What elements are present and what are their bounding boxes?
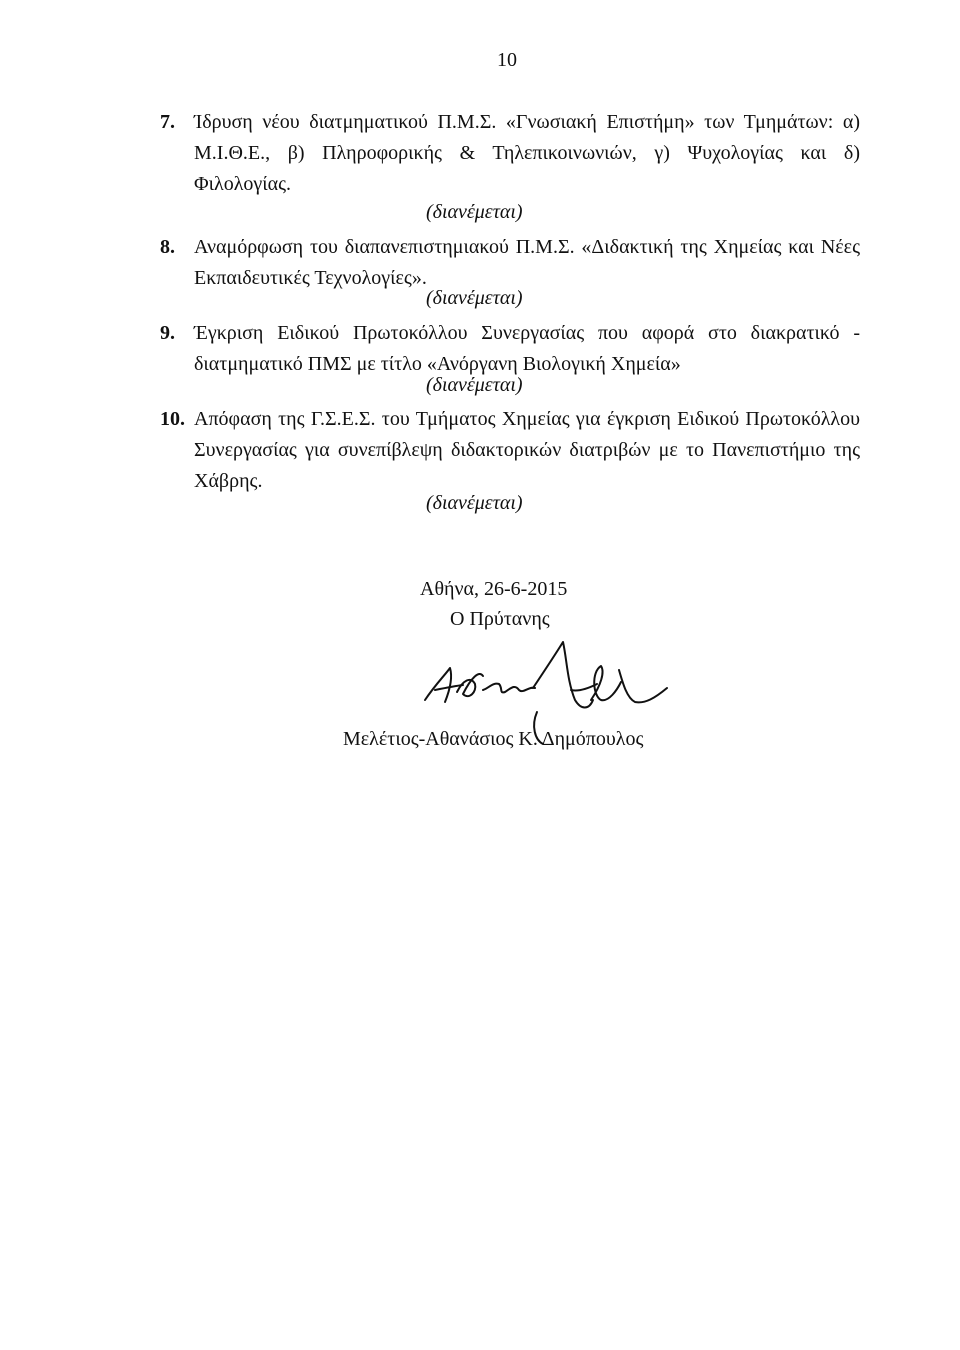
- signatory-title: Ο Πρύτανης: [450, 608, 550, 630]
- item-status: (διανέμεται): [426, 201, 523, 223]
- item-status: (διανέμεται): [426, 287, 523, 309]
- item-status: (διανέμεται): [426, 492, 523, 514]
- page-number: 10: [497, 49, 517, 71]
- item-number: 10.: [160, 408, 185, 430]
- agenda-item-9: [160, 318, 860, 380]
- item-number: 7.: [160, 111, 175, 133]
- item-status: (διανέμεται): [426, 374, 523, 396]
- agenda-item-7: [160, 107, 860, 200]
- signatory-name: Μελέτιος-Αθανάσιος Κ. Δημόπουλος: [343, 728, 644, 750]
- item-text: Ίδρυση νέου διατμηματικού Π.Μ.Σ. «Γνωσιακή Επιστήμη» των Τμημάτων: α) Μ.Ι.Θ.Ε., β) Πληροφορικής & Τηλεπικοινωνιών, γ) Ψυχολογίας και δ) Φιλολογίας.: [194, 111, 860, 195]
- agenda-item-10: [160, 404, 860, 497]
- item-number: 9.: [160, 322, 175, 344]
- item-text: Αναμόρφωση του διαπανεπιστημιακού Π.Μ.Σ. «Διδακτική της Χημείας και Νέες Εκπαιδευτικές Τεχνολογίες».: [194, 236, 860, 289]
- agenda-item-8: [160, 232, 860, 294]
- place-date: Αθήνα, 26-6-2015: [420, 578, 568, 600]
- item-number: 8.: [160, 236, 175, 258]
- item-text: Έγκριση Ειδικού Πρωτοκόλλου Συνεργασίας που αφορά στο διακρατικό - διατμηματικό ΠΜΣ με τίτλο «Ανόργανη Βιολογική Χημεία»: [194, 322, 860, 375]
- item-text: Απόφαση της Γ.Σ.Ε.Σ. του Τμήματος Χημείας για έγκριση Ειδικού Πρωτοκόλλου Συνεργασίας για συνεπίβλεψη διδακτορικών διατριβών με το Πανεπιστήμιο της Χάβρης.: [194, 408, 860, 492]
